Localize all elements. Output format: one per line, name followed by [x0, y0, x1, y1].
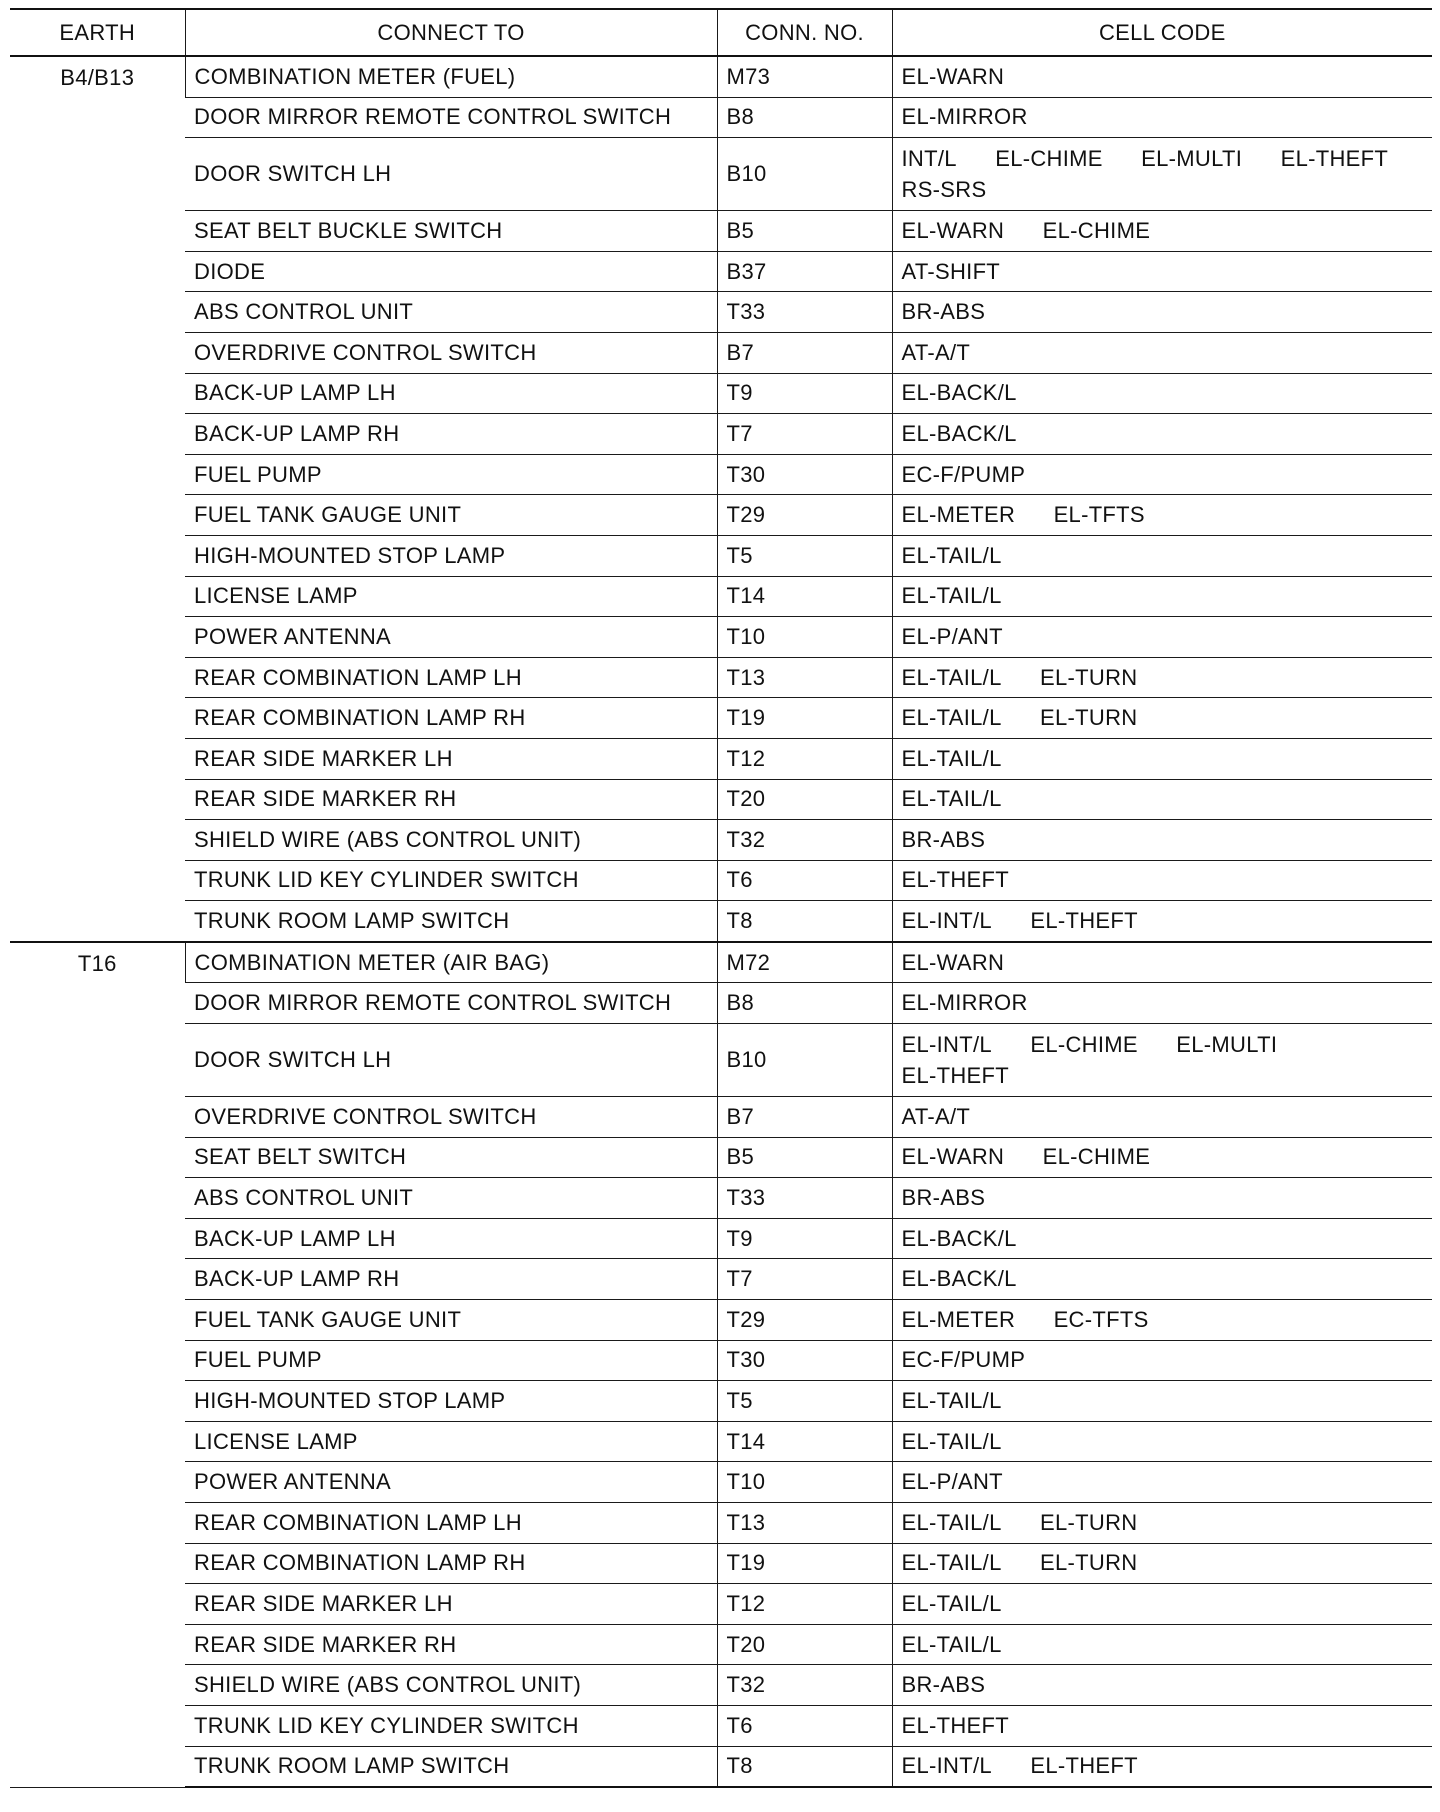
conn-no-cell: T33	[717, 292, 892, 333]
conn-no-cell: B5	[717, 211, 892, 252]
connect-to-cell: HIGH-MOUNTED STOP LAMP	[185, 1381, 717, 1422]
conn-no-cell: T13	[717, 1503, 892, 1544]
connect-to-cell: LICENSE LAMP	[185, 1421, 717, 1462]
header-row	[10, 9, 1432, 56]
connect-to-cell: REAR COMBINATION LAMP RH	[185, 1543, 717, 1584]
conn-no-cell: T8	[717, 901, 892, 942]
cell-code: BR-ABS	[901, 1185, 986, 1211]
table-row	[10, 1705, 1432, 1746]
connect-to-cell: TRUNK ROOM LAMP SWITCH	[185, 901, 717, 942]
connect-to-cell: HIGH-MOUNTED STOP LAMP	[185, 535, 717, 576]
cell-code: EL-TURN	[1040, 664, 1138, 690]
cell-code: EL-TURN	[1040, 705, 1138, 731]
cell-code-cell	[892, 373, 1432, 414]
cell-code: EL-BACK/L	[901, 420, 1017, 446]
conn-no-cell: T10	[717, 617, 892, 658]
cell-code: EL-INT/L	[901, 1032, 992, 1058]
table-row	[10, 860, 1432, 901]
cell-code-cell	[892, 1421, 1432, 1462]
conn-no-cell: B37	[717, 251, 892, 292]
conn-no-cell: B7	[717, 1097, 892, 1138]
cell-code: EL-METER	[901, 502, 1016, 528]
table-row	[10, 617, 1432, 658]
conn-no-cell: T30	[717, 454, 892, 495]
connect-to-cell: OVERDRIVE CONTROL SWITCH	[185, 332, 717, 373]
cell-code: EL-TAIL/L	[901, 542, 1002, 568]
cell-code-cell	[892, 1503, 1432, 1544]
connect-to-cell: COMBINATION METER (AIR BAG)	[185, 942, 717, 983]
cell-code: EL-CHIME	[1042, 1144, 1151, 1170]
header-conn-no: CONN. NO.	[717, 9, 892, 56]
table-row	[10, 1503, 1432, 1544]
table-row	[10, 414, 1432, 455]
cell-code-cell	[892, 1746, 1432, 1787]
connect-to-cell: POWER ANTENNA	[185, 617, 717, 658]
conn-no-cell: B10	[717, 138, 892, 211]
cell-code-cell	[892, 1024, 1432, 1097]
cell-code: EL-MULTI	[1141, 146, 1243, 172]
table-row	[10, 1543, 1432, 1584]
cell-code-cell	[892, 414, 1432, 455]
cell-code-cell	[892, 1705, 1432, 1746]
connect-to-cell: SHIELD WIRE (ABS CONTROL UNIT)	[185, 820, 717, 861]
table-row	[10, 983, 1432, 1024]
table-row	[10, 779, 1432, 820]
cell-code: EL-CHIME	[1042, 217, 1151, 243]
cell-code: AT-A/T	[901, 1103, 971, 1129]
cell-code: EC-F/PUMP	[901, 1347, 1026, 1373]
cell-code: EL-WARN	[901, 949, 1005, 975]
table-row	[10, 373, 1432, 414]
header-cell-code: CELL CODE	[892, 9, 1432, 56]
conn-no-cell: T29	[717, 495, 892, 536]
cell-code: EL-TAIL/L	[901, 705, 1002, 731]
table-row	[10, 1024, 1432, 1097]
cell-code: EL-THEFT	[1030, 908, 1138, 934]
cell-code-cell	[892, 738, 1432, 779]
conn-no-cell: M73	[717, 56, 892, 97]
table-row	[10, 1584, 1432, 1625]
cell-code-cell	[892, 56, 1432, 97]
conn-no-cell: B10	[717, 1024, 892, 1097]
table-row	[10, 576, 1432, 617]
cell-code-cell	[892, 251, 1432, 292]
connect-to-cell: BACK-UP LAMP LH	[185, 1218, 717, 1259]
cell-code-cell	[892, 1624, 1432, 1665]
table-row	[10, 1300, 1432, 1341]
connect-to-cell: SHIELD WIRE (ABS CONTROL UNIT)	[185, 1665, 717, 1706]
connect-to-cell: REAR SIDE MARKER LH	[185, 738, 717, 779]
conn-no-cell: B8	[717, 97, 892, 138]
cell-code-cell	[892, 1462, 1432, 1503]
table-row	[10, 738, 1432, 779]
table-row	[10, 942, 1432, 983]
table-row	[10, 1340, 1432, 1381]
conn-no-cell: T32	[717, 1665, 892, 1706]
connect-to-cell: DOOR SWITCH LH	[185, 1024, 717, 1097]
table-row	[10, 1218, 1432, 1259]
cell-code: EL-TAIL/L	[901, 786, 1002, 812]
cell-code: EL-TAIL/L	[901, 1509, 1002, 1535]
connect-to-cell: ABS CONTROL UNIT	[185, 1178, 717, 1219]
connect-to-cell: BACK-UP LAMP RH	[185, 414, 717, 455]
conn-no-cell: T14	[717, 1421, 892, 1462]
cell-code: EL-THEFT	[1030, 1753, 1138, 1779]
cell-code-cell	[892, 332, 1432, 373]
cell-code: EL-TURN	[1040, 1509, 1138, 1535]
table-row	[10, 1746, 1432, 1787]
conn-no-cell: T20	[717, 779, 892, 820]
cell-code: EL-MIRROR	[901, 990, 1028, 1016]
cell-code: EL-TAIL/L	[901, 1388, 1002, 1414]
connect-to-cell: FUEL TANK GAUGE UNIT	[185, 495, 717, 536]
cell-code: EL-METER	[901, 1306, 1016, 1332]
conn-no-cell: T6	[717, 1705, 892, 1746]
cell-code-cell	[892, 1097, 1432, 1138]
cell-code: EL-BACK/L	[901, 380, 1017, 406]
cell-code: EL-TAIL/L	[901, 1550, 1002, 1576]
cell-code: BR-ABS	[901, 299, 986, 325]
cell-code: EL-THEFT	[901, 867, 1010, 893]
connect-to-cell: REAR COMBINATION LAMP RH	[185, 698, 717, 739]
conn-no-cell: M72	[717, 942, 892, 983]
cell-code: EL-WARN	[901, 217, 1005, 243]
cell-code-cell	[892, 657, 1432, 698]
connect-to-cell: REAR COMBINATION LAMP LH	[185, 657, 717, 698]
cell-code-cell	[892, 535, 1432, 576]
conn-no-cell: B7	[717, 332, 892, 373]
conn-no-cell: B5	[717, 1137, 892, 1178]
conn-no-cell: T33	[717, 1178, 892, 1219]
table-row	[10, 332, 1432, 373]
conn-no-cell: T30	[717, 1340, 892, 1381]
cell-code: AT-A/T	[901, 339, 971, 365]
conn-no-cell: T7	[717, 1259, 892, 1300]
table-row	[10, 251, 1432, 292]
cell-code-cell	[892, 495, 1432, 536]
conn-no-cell: T6	[717, 860, 892, 901]
table-row	[10, 1178, 1432, 1219]
table-row	[10, 1137, 1432, 1178]
connect-to-cell: TRUNK LID KEY CYLINDER SWITCH	[185, 860, 717, 901]
conn-no-cell: T13	[717, 657, 892, 698]
cell-code: EL-CHIME	[995, 146, 1103, 172]
connect-to-cell: OVERDRIVE CONTROL SWITCH	[185, 1097, 717, 1138]
cell-code: BR-ABS	[901, 826, 986, 852]
cell-code: EL-WARN	[901, 1144, 1005, 1170]
connect-to-cell: ABS CONTROL UNIT	[185, 292, 717, 333]
cell-code: EL-BACK/L	[901, 1266, 1017, 1292]
connect-to-cell: DOOR SWITCH LH	[185, 138, 717, 211]
connect-to-cell: DIODE	[185, 251, 717, 292]
header-connect-to: CONNECT TO	[185, 9, 717, 56]
conn-no-cell: T14	[717, 576, 892, 617]
cell-code-cell	[892, 942, 1432, 983]
cell-code: EL-TURN	[1040, 1550, 1138, 1576]
cell-code: EL-TFTS	[1053, 502, 1145, 528]
cell-code: RS-SRS	[901, 177, 987, 203]
cell-code: AT-SHIFT	[901, 258, 1001, 284]
connect-to-cell: FUEL PUMP	[185, 1340, 717, 1381]
cell-code: EL-THEFT	[1280, 146, 1389, 172]
cell-code: EL-MULTI	[1176, 1032, 1278, 1058]
conn-no-cell: T19	[717, 698, 892, 739]
cell-code: EL-P/ANT	[901, 1469, 1003, 1495]
connect-to-cell: BACK-UP LAMP LH	[185, 373, 717, 414]
connect-to-cell: COMBINATION METER (FUEL)	[185, 56, 717, 97]
table-row	[10, 1624, 1432, 1665]
connect-to-cell: TRUNK LID KEY CYLINDER SWITCH	[185, 1705, 717, 1746]
cell-code-cell	[892, 1259, 1432, 1300]
table-row	[10, 138, 1432, 211]
earth-point: T16	[10, 942, 185, 1787]
table-row	[10, 454, 1432, 495]
cell-code: EL-TAIL/L	[901, 1631, 1002, 1657]
earth-point: B4/B13	[10, 56, 185, 942]
table-row	[10, 495, 1432, 536]
cell-code: EL-INT/L	[901, 908, 992, 934]
table-row	[10, 698, 1432, 739]
cell-code-cell	[892, 1584, 1432, 1625]
conn-no-cell: T9	[717, 1218, 892, 1259]
cell-code-cell	[892, 779, 1432, 820]
cell-code-cell	[892, 97, 1432, 138]
connect-to-cell: FUEL PUMP	[185, 454, 717, 495]
connect-to-cell: SEAT BELT SWITCH	[185, 1137, 717, 1178]
table-row	[10, 292, 1432, 333]
conn-no-cell: T20	[717, 1624, 892, 1665]
header-earth: EARTH	[10, 9, 185, 56]
connect-to-cell: DOOR MIRROR REMOTE CONTROL SWITCH	[185, 983, 717, 1024]
table-row	[10, 657, 1432, 698]
cell-code: EL-INT/L	[901, 1753, 992, 1779]
cell-code-cell	[892, 1665, 1432, 1706]
connect-to-cell: DOOR MIRROR REMOTE CONTROL SWITCH	[185, 97, 717, 138]
table-row	[10, 1421, 1432, 1462]
conn-no-cell: T9	[717, 373, 892, 414]
cell-code: EL-TAIL/L	[901, 583, 1002, 609]
cell-code-cell	[892, 1218, 1432, 1259]
table-row	[10, 1462, 1432, 1503]
connect-to-cell: REAR SIDE MARKER RH	[185, 1624, 717, 1665]
connect-to-cell: BACK-UP LAMP RH	[185, 1259, 717, 1300]
table-row	[10, 820, 1432, 861]
conn-no-cell: T5	[717, 535, 892, 576]
table-row	[10, 535, 1432, 576]
cell-code-cell	[892, 983, 1432, 1024]
earth-connection-table	[10, 8, 1432, 1788]
earth-group-t16	[10, 942, 1432, 1787]
conn-no-cell: T12	[717, 738, 892, 779]
cell-code: EL-WARN	[901, 63, 1005, 89]
conn-no-cell: T19	[717, 1543, 892, 1584]
cell-code-cell	[892, 454, 1432, 495]
cell-code-cell	[892, 138, 1432, 211]
cell-code-cell	[892, 1300, 1432, 1341]
conn-no-cell: T10	[717, 1462, 892, 1503]
table-row	[10, 1259, 1432, 1300]
cell-code-cell	[892, 211, 1432, 252]
cell-code: INT/L	[901, 146, 957, 172]
conn-no-cell: T29	[717, 1300, 892, 1341]
cell-code-cell	[892, 1137, 1432, 1178]
cell-code-cell	[892, 1178, 1432, 1219]
table-row	[10, 97, 1432, 138]
cell-code-cell	[892, 901, 1432, 942]
cell-code: EL-TAIL/L	[901, 664, 1002, 690]
cell-code: BR-ABS	[901, 1672, 986, 1698]
table-row	[10, 1665, 1432, 1706]
cell-code: EL-TAIL/L	[901, 1428, 1002, 1454]
cell-code-cell	[892, 576, 1432, 617]
cell-code-cell	[892, 698, 1432, 739]
cell-code: EL-CHIME	[1030, 1032, 1138, 1058]
cell-code: EL-TAIL/L	[901, 745, 1002, 771]
cell-code: EL-THEFT	[901, 1063, 1010, 1089]
table-row	[10, 56, 1432, 97]
cell-code: EL-THEFT	[901, 1712, 1010, 1738]
cell-code: EC-F/PUMP	[901, 461, 1026, 487]
connect-to-cell: SEAT BELT BUCKLE SWITCH	[185, 211, 717, 252]
conn-no-cell: T5	[717, 1381, 892, 1422]
connect-to-cell: FUEL TANK GAUGE UNIT	[185, 1300, 717, 1341]
cell-code-cell	[892, 860, 1432, 901]
connect-to-cell: TRUNK ROOM LAMP SWITCH	[185, 1746, 717, 1787]
cell-code-cell	[892, 617, 1432, 658]
connect-to-cell: REAR COMBINATION LAMP LH	[185, 1503, 717, 1544]
cell-code: EL-P/ANT	[901, 623, 1003, 649]
conn-no-cell: B8	[717, 983, 892, 1024]
cell-code-cell	[892, 820, 1432, 861]
cell-code-cell	[892, 1381, 1432, 1422]
cell-code: EL-TAIL/L	[901, 1590, 1002, 1616]
connect-to-cell: REAR SIDE MARKER LH	[185, 1584, 717, 1625]
cell-code: EL-MIRROR	[901, 104, 1028, 130]
conn-no-cell: T32	[717, 820, 892, 861]
connect-to-cell: POWER ANTENNA	[185, 1462, 717, 1503]
conn-no-cell: T12	[717, 1584, 892, 1625]
cell-code: EL-BACK/L	[901, 1225, 1017, 1251]
cell-code-cell	[892, 1543, 1432, 1584]
connect-to-cell: REAR SIDE MARKER RH	[185, 779, 717, 820]
table-row	[10, 211, 1432, 252]
table-row	[10, 901, 1432, 942]
connect-to-cell: LICENSE LAMP	[185, 576, 717, 617]
cell-code-cell	[892, 292, 1432, 333]
table-row	[10, 1381, 1432, 1422]
earth-group-b4-b13	[10, 56, 1432, 942]
table-row	[10, 1097, 1432, 1138]
conn-no-cell: T8	[717, 1746, 892, 1787]
conn-no-cell: T7	[717, 414, 892, 455]
cell-code: EC-TFTS	[1053, 1306, 1149, 1332]
cell-code-cell	[892, 1340, 1432, 1381]
